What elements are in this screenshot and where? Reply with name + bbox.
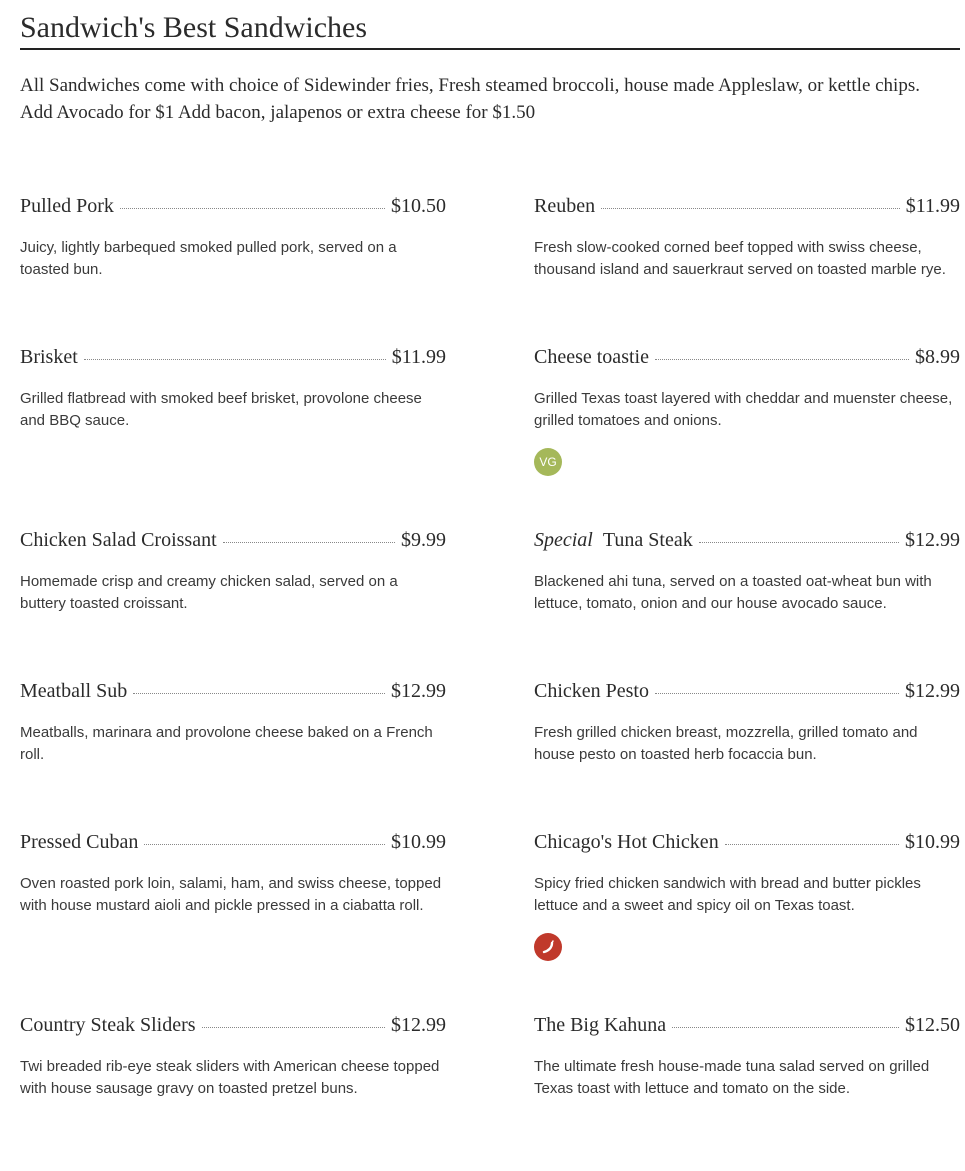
leader-dots [202,1027,385,1028]
item-name: The Big Kahuna [534,1014,667,1036]
item-price: $10.50 [391,195,446,217]
item-name: Tuna Steak [602,529,693,551]
item-description: Twi breaded rib-eye steak sliders with American cheese topped with house sausage gravy on toasted pretzel buns. [20,1058,440,1097]
item-description: Homemade crisp and creamy chicken salad, served on a buttery toasted croissant. [20,573,398,612]
item-description: Grilled Texas toast layered with cheddar and muenster cheese, grilled tomatoes and onions. [534,390,953,429]
leader-dots [120,208,385,209]
leader-dots [223,542,395,543]
item-description: Blackened ahi tuna, served on a toasted oat-wheat bun with lettuce, tomato, onion and our house avocado sauce. [534,573,932,612]
item-name: Pulled Pork [20,195,114,217]
item-price: $12.99 [391,680,446,702]
menu-item-pulled-pork [20,195,446,281]
item-name: Chicken Pesto [534,680,649,702]
leader-dots [655,359,909,360]
item-name: Chicago's Hot Chicken [534,831,719,853]
menu-item-chicken-salad-croissant [20,529,446,615]
leader-dots [133,693,385,694]
item-price: $9.99 [401,529,446,551]
menu-item-meatball-sub [20,680,446,766]
item-price: $11.99 [905,195,960,217]
item-price: $12.99 [391,1014,446,1036]
leader-dots [725,844,899,845]
leader-dots [601,208,900,209]
item-price: $10.99 [905,831,960,853]
leader-dots [655,693,899,694]
item-price: $8.99 [915,346,960,368]
item-description: Fresh grilled chicken breast, mozzrella, grilled tomato and house pesto on toasted herb focaccia bun. [534,724,918,763]
item-name: Chicken Salad Croissant [20,529,217,551]
menu-item-chicken-pesto [534,680,960,766]
menu-item-cheese-toastie [534,346,960,476]
item-price: $12.99 [905,529,960,551]
item-price: $12.50 [905,1014,960,1036]
menu-item-tuna-steak [534,529,960,615]
item-name: Meatball Sub [20,680,128,702]
item-description: Oven roasted pork loin, salami, ham, and swiss cheese, topped with house mustard aioli and pickle pressed in a ciabatta roll. [20,875,442,914]
item-name: Reuben [534,195,596,217]
intro-sides: All Sandwiches come with choice of Sidewinder fries, Fresh steamed broccoli, house made Appleslaw, or kettle chips. [20,75,920,96]
item-price: $12.99 [905,680,960,702]
menu-item-country-steak-sliders [20,1014,446,1100]
item-name: Cheese toastie [534,346,649,368]
item-name: Brisket [20,346,78,368]
menu-intro [20,72,960,126]
special-label: Special [534,529,593,551]
menu-item-brisket [20,346,446,432]
item-description: Fresh slow-cooked corned beef topped with swiss cheese, thousand island and sauerkraut served on toasted marble rye. [534,239,946,278]
menu-page [20,0,960,1097]
menu-title: Sandwich's Best Sandwiches [20,0,960,50]
leader-dots [699,542,899,543]
item-description: The ultimate fresh house-made tuna salad served on grilled Texas toast with lettuce and tomato on the side. [534,1058,930,1097]
leader-dots [144,844,385,845]
item-description: Meatballs, marinara and provolone cheese baked on a French roll. [20,724,433,763]
intro-addons: Add Avocado for $1 Add bacon, jalapenos or extra cheese for $1.50 [20,102,536,123]
item-description: Grilled flatbread with smoked beef brisket, provolone cheese and BBQ sauce. [20,390,422,429]
item-price: $11.99 [391,346,446,368]
item-name: Pressed Cuban [20,831,139,853]
menu-item-chicagos-hot-chicken [534,831,960,961]
menu-item-the-big-kahuna [534,1014,960,1100]
item-price: $10.99 [391,831,446,853]
menu-item-pressed-cuban [20,831,446,917]
leader-dots [84,359,386,360]
leader-dots [672,1027,899,1028]
item-name: Country Steak Sliders [20,1014,196,1036]
item-description: Juicy, lightly barbequed smoked pulled pork, served on a toasted bun. [20,239,397,278]
item-description: Spicy fried chicken sandwich with bread and butter pickles lettuce and a sweet and spicy oil on Texas toast. [534,875,921,914]
menu-item-reuben [534,195,960,281]
chili-pepper-icon [534,933,562,961]
vegetarian-badge-icon: VG [534,448,562,476]
